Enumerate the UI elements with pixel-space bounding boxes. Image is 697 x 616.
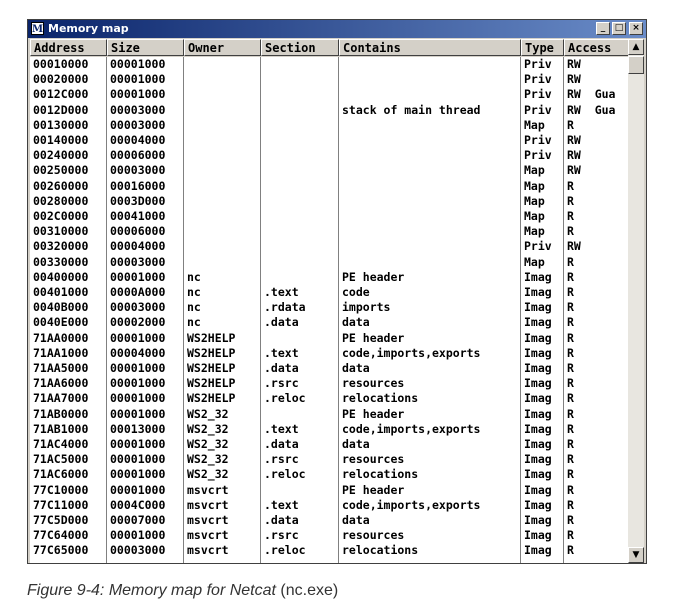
cell-address: 00280000 xyxy=(33,193,89,208)
cell-type: Imag xyxy=(524,467,552,482)
cell-owner xyxy=(184,72,261,87)
table-row[interactable] xyxy=(30,270,629,285)
cell-contains: code xyxy=(342,285,370,299)
cell-section: .reloc xyxy=(264,391,306,406)
cell-access: R xyxy=(567,361,574,375)
cell-contains: relocations xyxy=(342,543,419,558)
cell-section: .rsrc xyxy=(264,528,299,543)
cell-owner: WS2HELP xyxy=(187,376,236,391)
cell-address: 00140000 xyxy=(33,133,89,147)
cell-access: RW xyxy=(567,72,581,87)
cell-access: R xyxy=(567,391,574,406)
cell-type: Imag xyxy=(524,452,552,467)
cell-type: Map xyxy=(524,224,545,239)
cell-type: Imag xyxy=(524,391,552,406)
table-row[interactable] xyxy=(30,57,629,72)
cell-section xyxy=(261,163,339,178)
cell-size: 00013000 xyxy=(110,421,166,436)
cell-access: R xyxy=(567,345,574,360)
cell-section: .rsrc xyxy=(264,376,299,391)
cell-access: R xyxy=(567,437,574,451)
cell-address: 71AC5000 xyxy=(33,452,89,467)
cell-contains: data xyxy=(342,437,370,451)
cell-section xyxy=(261,224,339,239)
cell-address: 71AA1000 xyxy=(33,345,89,360)
cell-section: .reloc xyxy=(264,467,306,482)
table-row[interactable] xyxy=(30,163,629,178)
table-row[interactable] xyxy=(30,118,629,133)
cell-owner xyxy=(184,148,261,163)
cell-contains: resources xyxy=(342,452,405,467)
cell-type: Imag xyxy=(524,406,552,421)
memory-map-window xyxy=(27,19,647,564)
vertical-scrollbar[interactable] xyxy=(628,39,644,563)
title-bar[interactable] xyxy=(28,20,646,38)
cell-section: .data xyxy=(264,315,299,330)
column-header-row xyxy=(30,39,629,56)
cell-section xyxy=(261,331,339,346)
cell-owner: WS2HELP xyxy=(187,345,236,360)
cell-owner: WS2HELP xyxy=(187,361,236,375)
cell-size: 00003000 xyxy=(110,102,166,117)
cell-type: Imag xyxy=(524,482,552,497)
cell-section: .data xyxy=(264,437,299,451)
table-row[interactable] xyxy=(30,103,629,118)
scroll-down-button[interactable]: ▼ xyxy=(628,547,644,563)
cell-owner: WS2_32 xyxy=(187,421,229,436)
column-header-type[interactable]: Type xyxy=(521,39,564,56)
cell-owner: msvcrt xyxy=(187,528,229,543)
cell-address: 77C10000 xyxy=(33,482,89,497)
cell-owner: msvcrt xyxy=(187,497,229,512)
column-header-contains[interactable]: Contains xyxy=(339,39,521,56)
cell-address: 00020000 xyxy=(33,72,89,87)
cell-address: 00130000 xyxy=(33,117,89,132)
cell-address: 71AA6000 xyxy=(33,376,89,391)
cell-owner: WS2HELP xyxy=(187,391,236,406)
cell-access: RW xyxy=(567,163,581,178)
cell-contains: relocations xyxy=(342,391,419,406)
column-header-size[interactable]: Size xyxy=(107,39,184,56)
cell-contains xyxy=(339,239,521,254)
table-row[interactable] xyxy=(30,467,629,482)
cell-access: R xyxy=(567,330,574,345)
cell-address: 00260000 xyxy=(33,178,89,193)
cell-size: 00004000 xyxy=(110,239,166,254)
cell-section xyxy=(261,270,339,285)
table-row[interactable] xyxy=(30,528,629,543)
cell-owner: msvcrt xyxy=(187,482,229,497)
cell-size: 00001000 xyxy=(110,467,166,482)
cell-address: 00240000 xyxy=(33,148,89,163)
cell-access: RW xyxy=(567,148,581,163)
cell-size: 00001000 xyxy=(110,269,166,284)
cell-access: RW xyxy=(567,133,581,147)
cell-section: .data xyxy=(264,513,299,527)
cell-address: 00320000 xyxy=(33,239,89,254)
cell-access: R xyxy=(567,452,574,467)
cell-contains: data xyxy=(342,315,370,330)
cell-size: 00001000 xyxy=(110,528,166,543)
table-row[interactable] xyxy=(30,346,629,361)
cell-contains: data xyxy=(342,361,370,375)
table-row[interactable] xyxy=(30,361,629,376)
table-row[interactable] xyxy=(30,437,629,452)
table-row[interactable] xyxy=(30,498,629,513)
cell-section: .text xyxy=(264,497,299,512)
cell-size: 00001000 xyxy=(110,391,166,406)
table-row[interactable] xyxy=(30,148,629,163)
cell-owner xyxy=(184,255,261,270)
cell-access: R xyxy=(567,421,574,436)
table-row[interactable] xyxy=(30,224,629,239)
cell-section xyxy=(261,133,339,148)
cell-contains xyxy=(339,209,521,224)
cell-access: R xyxy=(567,406,574,421)
table-row[interactable] xyxy=(30,285,629,300)
table-row[interactable] xyxy=(30,315,629,330)
cell-type: Imag xyxy=(524,345,552,360)
cell-contains: code,imports,exports xyxy=(342,421,481,436)
cell-contains xyxy=(339,194,521,209)
window-title: Memory map xyxy=(48,22,129,35)
cell-type: Priv xyxy=(524,239,552,254)
table-row[interactable] xyxy=(30,376,629,391)
table-row[interactable] xyxy=(30,239,629,254)
cell-address: 77C64000 xyxy=(33,528,89,543)
app-icon: M xyxy=(32,24,44,35)
table-row[interactable] xyxy=(30,194,629,209)
column-header-owner[interactable]: Owner xyxy=(184,39,261,56)
cell-owner xyxy=(184,57,261,72)
cell-contains: data xyxy=(342,513,370,527)
column-header-address[interactable]: Address xyxy=(30,39,107,56)
cell-section xyxy=(261,407,339,422)
cell-address: 0040B000 xyxy=(33,300,89,315)
cell-section xyxy=(261,483,339,498)
cell-type: Priv xyxy=(524,133,552,147)
column-header-access[interactable]: Access xyxy=(564,39,629,56)
cell-size: 00003000 xyxy=(110,300,166,315)
cell-section xyxy=(261,194,339,209)
cell-type: Imag xyxy=(524,315,552,330)
cell-owner xyxy=(184,194,261,209)
cell-access: R xyxy=(567,269,574,284)
cell-address: 71AA7000 xyxy=(33,391,89,406)
cell-type: Imag xyxy=(524,421,552,436)
table-row[interactable] xyxy=(30,133,629,148)
cell-size: 0004C000 xyxy=(110,497,166,512)
cell-access: R xyxy=(567,376,574,391)
cell-owner: WS2_32 xyxy=(187,467,229,482)
table-row[interactable] xyxy=(30,422,629,437)
cell-address: 77C65000 xyxy=(33,543,89,558)
table-row[interactable] xyxy=(30,391,629,406)
cell-contains xyxy=(339,72,521,87)
cell-owner: WS2_32 xyxy=(187,452,229,467)
cell-access: R xyxy=(567,543,574,558)
cell-owner xyxy=(184,103,261,118)
cell-type: Priv xyxy=(524,57,552,71)
cell-address: 71AA0000 xyxy=(33,330,89,345)
table-row[interactable] xyxy=(30,483,629,498)
cell-owner: nc xyxy=(187,285,201,299)
cell-address: 00310000 xyxy=(33,224,89,239)
cell-section xyxy=(261,87,339,102)
cell-owner: nc xyxy=(187,269,201,284)
cell-size: 00016000 xyxy=(110,178,166,193)
cell-address: 71AA5000 xyxy=(33,361,89,375)
cell-size: 0003D000 xyxy=(110,193,166,208)
cell-type: Map xyxy=(524,163,545,178)
cell-owner: nc xyxy=(187,315,201,330)
cell-address: 77C5D000 xyxy=(33,513,89,527)
cell-owner xyxy=(184,209,261,224)
cell-section: .reloc xyxy=(264,543,306,558)
cell-address: 00010000 xyxy=(33,57,89,71)
cell-size: 00001000 xyxy=(110,87,166,102)
cell-type: Imag xyxy=(524,376,552,391)
cell-size: 00001000 xyxy=(110,482,166,497)
caption-label: Figure 9-4: Memory map for Netcat xyxy=(27,582,276,599)
cell-access: R xyxy=(567,482,574,497)
cell-owner xyxy=(184,224,261,239)
cell-contains xyxy=(339,118,521,133)
cell-access: R xyxy=(567,497,574,512)
cell-address: 71AB1000 xyxy=(33,421,89,436)
table-row[interactable] xyxy=(30,331,629,346)
cell-access: R xyxy=(567,315,574,330)
cell-size: 00001000 xyxy=(110,57,166,71)
cell-owner: msvcrt xyxy=(187,513,229,527)
cell-section: .text xyxy=(264,345,299,360)
cell-size: 00001000 xyxy=(110,452,166,467)
cell-size: 00001000 xyxy=(110,72,166,87)
cell-access: R xyxy=(567,254,574,269)
cell-type: Map xyxy=(524,178,545,193)
table-row[interactable] xyxy=(30,452,629,467)
cell-size: 00007000 xyxy=(110,513,166,527)
cell-address: 00400000 xyxy=(33,269,89,284)
cell-access: RW Gua xyxy=(567,87,616,102)
table-row[interactable] xyxy=(30,255,629,270)
cell-owner xyxy=(184,163,261,178)
cell-section: .rsrc xyxy=(264,452,299,467)
cell-contains xyxy=(339,163,521,178)
cell-size: 00041000 xyxy=(110,209,166,223)
cell-section: .text xyxy=(264,421,299,436)
table-row[interactable] xyxy=(30,543,629,558)
cell-address: 00330000 xyxy=(33,254,89,269)
cell-type: Imag xyxy=(524,513,552,527)
cell-owner: WS2_32 xyxy=(187,406,229,421)
cell-section: .rdata xyxy=(264,300,306,315)
cell-section xyxy=(261,72,339,87)
cell-owner xyxy=(184,133,261,148)
cell-owner: WS2_32 xyxy=(187,437,229,451)
table-row[interactable] xyxy=(30,300,629,315)
cell-type: Map xyxy=(524,209,545,223)
cell-contains: PE header xyxy=(342,482,405,497)
cell-owner xyxy=(184,87,261,102)
cell-section xyxy=(261,57,339,72)
cell-size: 00001000 xyxy=(110,361,166,375)
cell-type: Imag xyxy=(524,543,552,558)
cell-size: 00006000 xyxy=(110,224,166,239)
cell-owner xyxy=(184,118,261,133)
maximize-button[interactable]: □ xyxy=(612,22,626,35)
cell-address: 00401000 xyxy=(33,285,89,299)
cell-contains: PE header xyxy=(342,269,405,284)
cell-type: Imag xyxy=(524,300,552,315)
column-header-section[interactable]: Section xyxy=(261,39,339,56)
cell-address: 77C11000 xyxy=(33,497,89,512)
table-row[interactable] xyxy=(30,87,629,102)
cell-access: R xyxy=(567,117,574,132)
scroll-thumb[interactable] xyxy=(628,56,644,74)
cell-address: 002C0000 xyxy=(33,209,89,223)
cell-size: 00003000 xyxy=(110,163,166,178)
cell-type: Imag xyxy=(524,269,552,284)
cell-contains: resources xyxy=(342,528,405,543)
cell-contains: code,imports,exports xyxy=(342,497,481,512)
cell-owner xyxy=(184,239,261,254)
cell-type: Priv xyxy=(524,72,552,87)
cell-contains xyxy=(339,224,521,239)
memory-map-table xyxy=(30,57,629,563)
cell-contains xyxy=(339,179,521,194)
cell-access: R xyxy=(567,300,574,315)
cell-section xyxy=(261,209,339,224)
cell-address: 0012D000 xyxy=(33,102,89,117)
cell-access: R xyxy=(567,224,574,239)
cell-address: 71AC4000 xyxy=(33,437,89,451)
cell-section xyxy=(261,179,339,194)
cell-size: 00003000 xyxy=(110,117,166,132)
cell-contains xyxy=(339,255,521,270)
cell-access: RW xyxy=(567,57,581,71)
cell-contains: stack of main thread xyxy=(342,102,481,117)
cell-size: 0000A000 xyxy=(110,285,166,299)
cell-access: R xyxy=(567,209,574,223)
scroll-up-button[interactable]: ▲ xyxy=(628,39,644,55)
cell-size: 00004000 xyxy=(110,345,166,360)
cell-address: 00250000 xyxy=(33,163,89,178)
table-row[interactable] xyxy=(30,407,629,422)
cell-type: Imag xyxy=(524,285,552,299)
cell-contains xyxy=(339,133,521,148)
cell-access: R xyxy=(567,513,574,527)
cell-owner: msvcrt xyxy=(187,543,229,558)
cell-section: .text xyxy=(264,285,299,299)
cell-address: 0012C000 xyxy=(33,87,89,102)
cell-section xyxy=(261,103,339,118)
cell-type: Imag xyxy=(524,497,552,512)
figure-caption xyxy=(27,582,338,600)
cell-access: R xyxy=(567,193,574,208)
cell-size: 00001000 xyxy=(110,376,166,391)
table-row[interactable] xyxy=(30,72,629,87)
cell-contains xyxy=(339,57,521,72)
caption-suffix: (nc.exe) xyxy=(275,582,339,599)
cell-contains: relocations xyxy=(342,467,419,482)
cell-size: 00001000 xyxy=(110,406,166,421)
cell-size: 00003000 xyxy=(110,543,166,558)
cell-type: Priv xyxy=(524,148,552,163)
cell-contains: imports xyxy=(342,300,391,315)
cell-owner: nc xyxy=(187,300,201,315)
cell-contains: PE header xyxy=(342,406,405,421)
cell-section xyxy=(261,118,339,133)
cell-section xyxy=(261,255,339,270)
cell-contains: PE header xyxy=(342,330,405,345)
cell-section xyxy=(261,239,339,254)
cell-size: 00006000 xyxy=(110,148,166,163)
cell-size: 00003000 xyxy=(110,254,166,269)
table-row[interactable] xyxy=(30,209,629,224)
cell-type: Map xyxy=(524,117,545,132)
minimize-button[interactable]: _ xyxy=(596,22,610,35)
table-row[interactable] xyxy=(30,513,629,528)
cell-access: RW Gua xyxy=(567,102,616,117)
cell-type: Imag xyxy=(524,437,552,451)
table-row[interactable] xyxy=(30,179,629,194)
cell-contains xyxy=(339,148,521,163)
cell-owner: WS2HELP xyxy=(187,330,236,345)
cell-type: Map xyxy=(524,193,545,208)
cell-contains: code,imports,exports xyxy=(342,345,481,360)
cell-type: Imag xyxy=(524,330,552,345)
cell-address: 71AC6000 xyxy=(33,467,89,482)
cell-type: Priv xyxy=(524,102,552,117)
close-button[interactable]: × xyxy=(629,22,643,35)
cell-type: Map xyxy=(524,254,545,269)
cell-size: 00001000 xyxy=(110,437,166,451)
cell-section: .data xyxy=(264,361,299,375)
cell-type: Imag xyxy=(524,528,552,543)
cell-access: R xyxy=(567,285,574,299)
cell-type: Imag xyxy=(524,361,552,375)
cell-access: RW xyxy=(567,239,581,254)
cell-contains xyxy=(339,87,521,102)
cell-address: 71AB0000 xyxy=(33,406,89,421)
cell-size: 00002000 xyxy=(110,315,166,330)
cell-contains: resources xyxy=(342,376,405,391)
cell-access: R xyxy=(567,178,574,193)
cell-access: R xyxy=(567,528,574,543)
cell-owner xyxy=(184,179,261,194)
cell-type: Priv xyxy=(524,87,552,102)
cell-access: R xyxy=(567,467,574,482)
cell-size: 00001000 xyxy=(110,330,166,345)
cell-size: 00004000 xyxy=(110,133,166,147)
cell-address: 0040E000 xyxy=(33,315,89,330)
cell-section xyxy=(261,148,339,163)
